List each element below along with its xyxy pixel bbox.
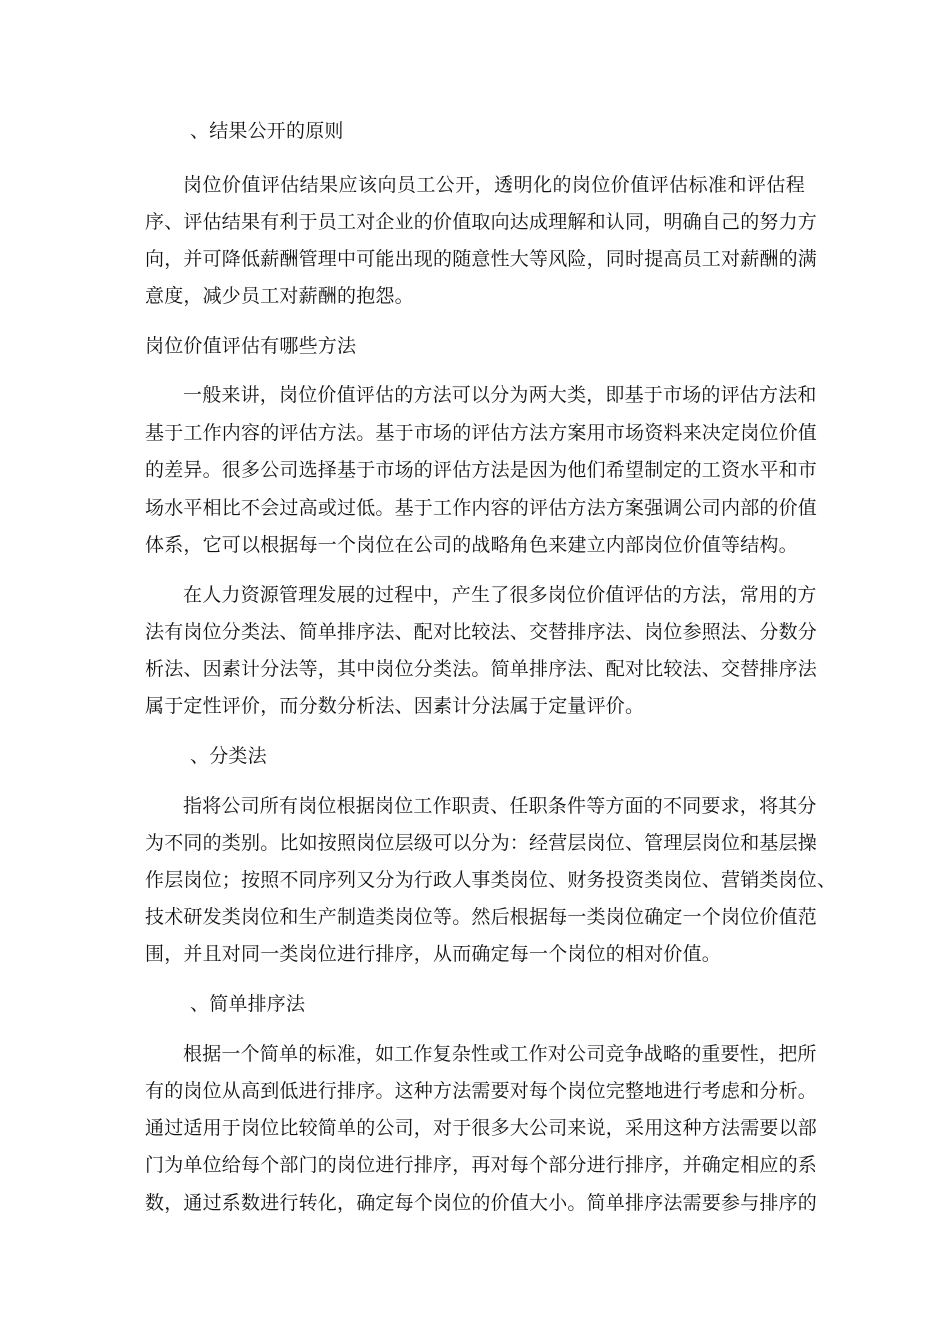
paragraph-line: 根据一个简单的标准，如工作复杂性或工作对公司竞争战略的重要性，把所 [183, 1043, 817, 1065]
paragraph-line: 指将公司所有岗位根据岗位工作职责、任职条件等方面的不同要求，将其分 [183, 795, 817, 817]
paragraph-line: 通过适用于岗位比较简单的公司，对于很多大公司来说，采用这种方法需要以部 [145, 1117, 818, 1139]
paragraph-line: 基于工作内容的评估方法。基于市场的评估方法方案用市场资料来决定岗位价值 [145, 422, 818, 444]
paragraph-line: 属于定性评价，而分数分析法、因素计分法属于定量评价。 [145, 695, 645, 717]
paragraph-line: 向，并可降低薪酬管理中可能出现的随意性大等风险，同时提高员工对薪酬的满 [145, 248, 818, 270]
paragraph-line: 一般来讲，岗位价值评估的方法可以分为两大类，即基于市场的评估方法和 [183, 384, 817, 406]
section-heading-classification-method: 、分类法 [190, 745, 267, 767]
paragraph-line: 的差异。很多公司选择基于市场的评估方法是因为他们希望制定的工资水平和市 [145, 459, 818, 481]
paragraph-line: 围，并且对同一类岗位进行排序，从而确定每一个岗位的相对价值。 [145, 943, 722, 965]
paragraph-line: 有的岗位从高到低进行排序。这种方法需要对每个岗位完整地进行考虑和分析。 [145, 1080, 818, 1102]
paragraph-line: 析法、因素计分法等，其中岗位分类法。简单排序法、配对比较法、交替排序法 [145, 658, 818, 680]
paragraph-line: 门为单位给每个部门的岗位进行排序，再对每个部分进行排序，并确定相应的系 [145, 1154, 818, 1176]
paragraph-line: 体系，它可以根据每一个岗位在公司的战略角色来建立内部岗位价值等结构。 [145, 534, 798, 556]
paragraph-line: 为不同的类别。比如按照岗位层级可以分为：经营层岗位、管理层岗位和基层操 [145, 832, 818, 854]
paragraph-line: 场水平相比不会过高或过低。基于工作内容的评估方法方案强调公司内部的价值 [145, 497, 818, 519]
paragraph-line: 法有岗位分类法、简单排序法、配对比较法、交替排序法、岗位参照法、分数分 [145, 621, 818, 643]
section-heading-simple-ranking-method: 、简单排序法 [190, 993, 306, 1015]
paragraph-line: 意度，减少员工对薪酬的抱怨。 [145, 285, 414, 307]
paragraph-line: 数，通过系数进行转化，确定每个岗位的价值大小。简单排序法需要参与排序的 [145, 1192, 818, 1214]
section-heading-results-disclosure: 、结果公开的原则 [190, 120, 344, 142]
paragraph-line: 序、评估结果有利于员工对企业的价值取向达成理解和认同，明确自己的努力方 [145, 211, 818, 233]
section-heading-methods: 岗位价值评估有哪些方法 [145, 335, 357, 357]
paragraph-line: 在人力资源管理发展的过程中，产生了很多岗位价值评估的方法，常用的方 [183, 584, 817, 606]
paragraph-line: 作层岗位；按照不同序列又分为行政人事类岗位、财务投资类岗位、营销类岗位、 [145, 869, 837, 891]
paragraph-line: 技术研发类岗位和生产制造类岗位等。然后根据每一类岗位确定一个岗位价值范 [145, 906, 818, 928]
paragraph-line: 岗位价值评估结果应该向员工公开，透明化的岗位价值评估标准和评估程 [183, 174, 805, 196]
